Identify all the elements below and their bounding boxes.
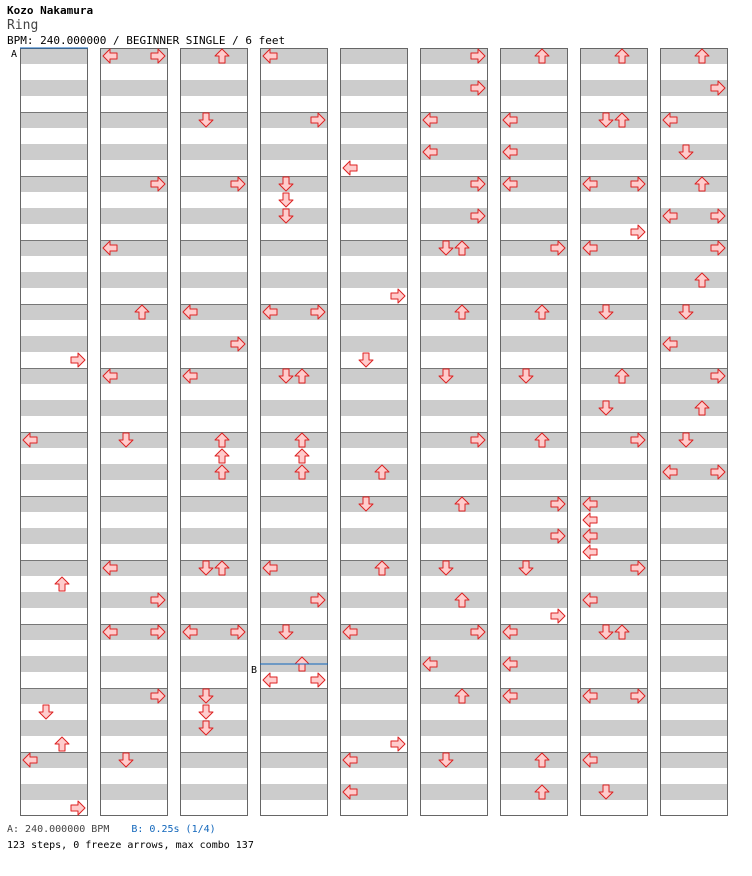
lane-stripe <box>580 784 648 800</box>
lane-stripe <box>340 144 408 160</box>
lane-stripe <box>20 720 88 736</box>
lane-stripe <box>260 272 328 288</box>
right-arrow-icon <box>311 673 325 687</box>
lane-stripe <box>260 368 328 384</box>
lane-stripe <box>100 528 168 544</box>
right-arrow-icon <box>71 353 85 367</box>
artist-name: Kozo Nakamura <box>7 4 94 17</box>
lane-stripe <box>500 560 568 576</box>
lane-stripe <box>20 336 88 352</box>
lane-stripe <box>180 720 248 736</box>
lane-stripe <box>180 400 248 416</box>
lane-stripe <box>20 688 88 704</box>
lane-stripe <box>580 208 648 224</box>
lane-stripe <box>420 560 488 576</box>
lane-stripe <box>20 560 88 576</box>
lane-stripe <box>580 400 648 416</box>
lane-stripe <box>20 304 88 320</box>
lane-stripe <box>260 432 328 448</box>
lane-stripe <box>500 400 568 416</box>
lane-stripe <box>20 272 88 288</box>
lane-stripe <box>340 48 408 64</box>
lane-stripe <box>260 80 328 96</box>
lane-stripe <box>100 208 168 224</box>
lane-stripe <box>260 464 328 480</box>
lane-stripe <box>500 336 568 352</box>
lane-stripe <box>500 720 568 736</box>
left-arrow-icon <box>583 545 597 559</box>
lane-stripe <box>420 496 488 512</box>
lane-stripe <box>340 336 408 352</box>
lane-stripe <box>20 496 88 512</box>
lane-stripe <box>180 208 248 224</box>
lane-stripe <box>500 592 568 608</box>
lane-stripe <box>420 752 488 768</box>
lane-stripe <box>180 528 248 544</box>
left-arrow-icon <box>343 161 357 175</box>
lane-stripe <box>340 176 408 192</box>
lane-stripe <box>420 368 488 384</box>
lane-stripe <box>260 624 328 640</box>
lane-stripe <box>660 624 728 640</box>
lane-stripe <box>20 464 88 480</box>
bpm-footer <box>7 824 216 835</box>
lane-stripe <box>500 464 568 480</box>
lane-stripe <box>420 592 488 608</box>
right-arrow-icon <box>71 801 85 815</box>
lane-stripe <box>100 80 168 96</box>
lane-stripe <box>180 784 248 800</box>
right-arrow-icon <box>631 225 645 239</box>
lane-stripe <box>260 208 328 224</box>
left-arrow-icon <box>263 673 277 687</box>
lane-stripe <box>100 720 168 736</box>
lane-stripe <box>260 336 328 352</box>
lane-stripe <box>340 400 408 416</box>
lane-stripe <box>660 560 728 576</box>
lane-stripe <box>340 464 408 480</box>
right-arrow-icon <box>391 737 405 751</box>
lane-stripe <box>180 464 248 480</box>
lane-stripe <box>340 304 408 320</box>
lane-stripe <box>100 272 168 288</box>
lane-stripe <box>20 656 88 672</box>
lane-stripe <box>260 144 328 160</box>
down-arrow-icon <box>359 353 373 367</box>
lane-stripe <box>260 688 328 704</box>
lane-stripe <box>180 592 248 608</box>
lane-stripe <box>420 336 488 352</box>
lane-stripe <box>580 624 648 640</box>
lane-stripe <box>660 688 728 704</box>
lane-stripe <box>660 592 728 608</box>
lane-stripe <box>260 720 328 736</box>
lane-stripe <box>20 240 88 256</box>
lane-stripe <box>20 784 88 800</box>
lane-stripe <box>500 48 568 64</box>
lane-stripe <box>180 432 248 448</box>
lane-stripe <box>580 272 648 288</box>
lane-stripe <box>260 240 328 256</box>
right-arrow-icon <box>551 609 565 623</box>
lane-stripe <box>180 752 248 768</box>
up-arrow-icon <box>55 577 69 591</box>
lane-stripe <box>500 752 568 768</box>
right-arrow-icon <box>391 289 405 303</box>
marker-a-label: A <box>11 49 18 60</box>
lane-stripe <box>340 656 408 672</box>
lane-stripe <box>580 336 648 352</box>
lane-stripe <box>100 144 168 160</box>
lane-stripe <box>100 784 168 800</box>
lane-stripe <box>660 784 728 800</box>
lane-stripe <box>340 368 408 384</box>
lane-stripe <box>340 208 408 224</box>
lane-stripe <box>340 272 408 288</box>
lane-stripe <box>180 240 248 256</box>
lane-stripe <box>420 528 488 544</box>
lane-stripe <box>100 752 168 768</box>
lane-stripe <box>260 528 328 544</box>
lane-stripe <box>20 112 88 128</box>
lane-stripe <box>340 528 408 544</box>
lane-stripe <box>180 560 248 576</box>
lane-stripe <box>100 112 168 128</box>
lane-stripe <box>260 752 328 768</box>
lane-stripe <box>660 144 728 160</box>
up-arrow-icon <box>215 449 229 463</box>
lane-stripe <box>420 464 488 480</box>
lane-stripe <box>420 304 488 320</box>
lane-stripe <box>580 464 648 480</box>
lane-stripe <box>100 432 168 448</box>
lane-stripe <box>340 240 408 256</box>
lane-stripe <box>100 656 168 672</box>
lane-stripe <box>20 528 88 544</box>
down-arrow-icon <box>279 193 293 207</box>
lane-stripe <box>100 464 168 480</box>
lane-stripe <box>20 368 88 384</box>
lane-stripe <box>20 48 88 64</box>
lane-stripe <box>260 496 328 512</box>
lane-stripe <box>580 304 648 320</box>
lane-stripe <box>20 208 88 224</box>
lane-stripe <box>500 80 568 96</box>
lane-stripe <box>180 80 248 96</box>
lane-stripe <box>180 112 248 128</box>
lane-stripe <box>580 656 648 672</box>
lane-stripe <box>660 304 728 320</box>
lane-stripe <box>340 496 408 512</box>
lane-stripe <box>100 336 168 352</box>
lane-stripe <box>580 112 648 128</box>
lane-stripe <box>20 80 88 96</box>
lane-stripe <box>500 784 568 800</box>
lane-stripe <box>660 48 728 64</box>
lane-stripe <box>20 176 88 192</box>
bpm-a-text: A: 240.000000 BPM <box>7 824 110 835</box>
lane-stripe <box>500 304 568 320</box>
lane-stripe <box>180 688 248 704</box>
lane-stripe <box>340 688 408 704</box>
lane-stripe <box>660 656 728 672</box>
lane-stripe <box>260 400 328 416</box>
lane-stripe <box>660 528 728 544</box>
up-arrow-icon <box>295 449 309 463</box>
lane-stripe <box>20 592 88 608</box>
down-arrow-icon <box>199 705 213 719</box>
lane-stripe <box>100 400 168 416</box>
lane-stripe <box>20 624 88 640</box>
lane-stripe <box>500 432 568 448</box>
lane-stripe <box>500 368 568 384</box>
down-arrow-icon <box>39 705 53 719</box>
lane-stripe <box>260 176 328 192</box>
lane-stripe <box>500 272 568 288</box>
lane-stripe <box>420 272 488 288</box>
bpm-b-text: B: 0.25s (1/4) <box>131 824 216 835</box>
lane-stripe <box>420 240 488 256</box>
lane-stripe <box>580 80 648 96</box>
lane-stripe <box>660 432 728 448</box>
chart-info: BPM: 240.000000 / BEGINNER SINGLE / 6 feet <box>7 34 286 47</box>
lane-stripe <box>660 400 728 416</box>
lane-stripe <box>420 688 488 704</box>
lane-stripe <box>340 592 408 608</box>
song-title: Ring <box>7 18 39 33</box>
lane-stripe <box>340 560 408 576</box>
lane-stripe <box>580 48 648 64</box>
lane-stripe <box>260 784 328 800</box>
lane-stripe <box>420 784 488 800</box>
lane-stripe <box>500 208 568 224</box>
lane-stripe <box>420 720 488 736</box>
up-arrow-icon <box>55 737 69 751</box>
lane-stripe <box>340 112 408 128</box>
lane-stripe <box>340 80 408 96</box>
lane-stripe <box>340 720 408 736</box>
lane-stripe <box>580 720 648 736</box>
lane-stripe <box>180 48 248 64</box>
stats-text: 123 steps, 0 freeze arrows, max combo 137 <box>7 840 254 851</box>
marker-b-label: B <box>251 665 258 676</box>
lane-stripe <box>180 144 248 160</box>
lane-stripe <box>100 304 168 320</box>
lane-stripe <box>660 752 728 768</box>
lane-stripe <box>180 272 248 288</box>
lane-stripe <box>580 144 648 160</box>
lane-stripe <box>660 720 728 736</box>
left-arrow-icon <box>583 513 597 527</box>
lane-stripe <box>20 144 88 160</box>
lane-stripe <box>180 496 248 512</box>
lane-stripe <box>660 176 728 192</box>
lane-stripe <box>100 496 168 512</box>
lane-stripe <box>660 496 728 512</box>
lane-stripe <box>340 432 408 448</box>
lane-stripe <box>580 368 648 384</box>
lane-stripe <box>20 400 88 416</box>
lane-stripe <box>180 656 248 672</box>
lane-stripe <box>660 272 728 288</box>
lane-stripe <box>420 400 488 416</box>
